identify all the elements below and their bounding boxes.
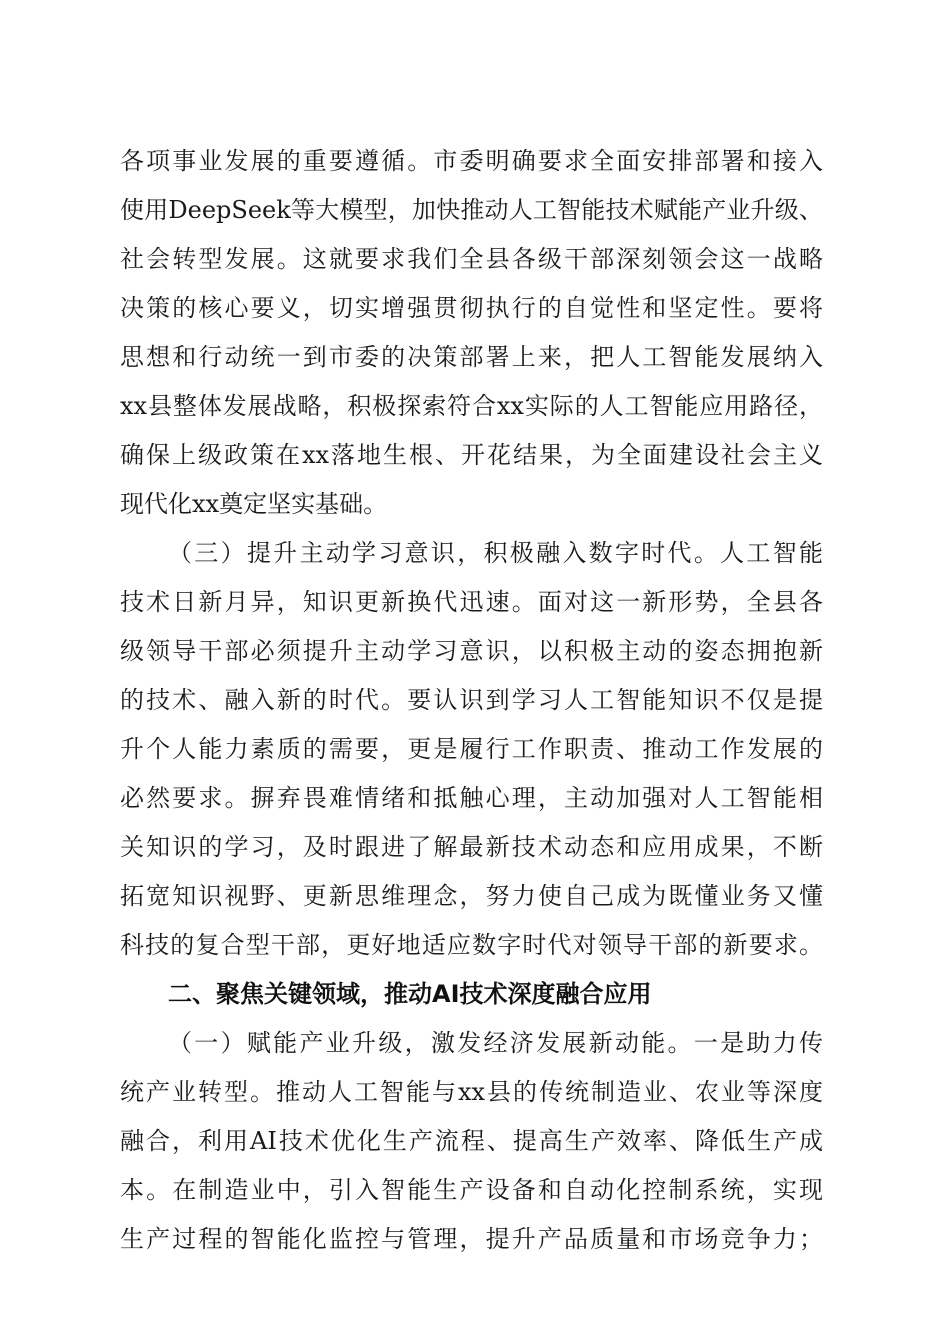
paragraph-line: xx县整体发展战略，积极探索符合xx实际的人工智能应用路径， bbox=[120, 392, 823, 420]
paragraph-line: 必然要求。摒弃畏难情绪和抵触心理，主动加强对人工智能相 bbox=[120, 784, 823, 812]
paragraph-line: 统产业转型。推动人工智能与xx县的传统制造业、农业等深度 bbox=[120, 1078, 823, 1106]
paragraph-first-line: （三）提升主动学习意识，积极融入数字时代。人工智能 bbox=[168, 539, 823, 567]
paragraph-line: 拓宽知识视野、更新思维理念，努力使自己成为既懂业务又懂 bbox=[120, 882, 823, 910]
paragraph-line: 决策的核心要义，切实增强贯彻执行的自觉性和坚定性。要将 bbox=[120, 294, 823, 322]
paragraph-line: 社会转型发展。这就要求我们全县各级干部深刻领会这一战略 bbox=[120, 245, 823, 273]
paragraph-line: 确保上级政策在xx落地生根、开花结果，为全面建设社会主义 bbox=[120, 441, 823, 469]
paragraph-line: 技术日新月异，知识更新换代迅速。面对这一新形势，全县各 bbox=[120, 588, 823, 616]
paragraph-line: 的技术、融入新的时代。要认识到学习人工智能知识不仅是提 bbox=[120, 686, 823, 714]
paragraph-line: 科技的复合型干部，更好地适应数字时代对领导干部的新要求。 bbox=[120, 931, 823, 959]
paragraph-line: 关知识的学习，及时跟进了解最新技术动态和应用成果，不断 bbox=[120, 833, 823, 861]
paragraph-line: 生产过程的智能化监控与管理，提升产品质量和市场竞争力； bbox=[120, 1225, 823, 1253]
paragraph-line: 级领导干部必须提升主动学习意识，以积极主动的姿态拥抱新 bbox=[120, 637, 823, 665]
section-heading: 二、聚焦关键领域，推动AI技术深度融合应用 bbox=[168, 980, 652, 1008]
paragraph-line: 升个人能力素质的需要，更是履行工作职责、推动工作发展的 bbox=[120, 735, 823, 763]
paragraph-line: 现代化xx奠定坚实基础。 bbox=[120, 490, 388, 518]
paragraph-line: 融合，利用AI技术优化生产流程、提高生产效率、降低生产成 bbox=[120, 1127, 823, 1155]
paragraph-line: 各项事业发展的重要遵循。市委明确要求全面安排部署和接入 bbox=[120, 147, 823, 175]
paragraph-line: 本。在制造业中，引入智能生产设备和自动化控制系统，实现 bbox=[120, 1176, 823, 1204]
paragraph-line: 思想和行动统一到市委的决策部署上来，把人工智能发展纳入 bbox=[120, 343, 823, 371]
paragraph-line: 使用DeepSeek等大模型，加快推动人工智能技术赋能产业升级、 bbox=[120, 196, 823, 224]
paragraph-first-line: （一）赋能产业升级，激发经济发展新动能。一是助力传 bbox=[168, 1029, 823, 1057]
